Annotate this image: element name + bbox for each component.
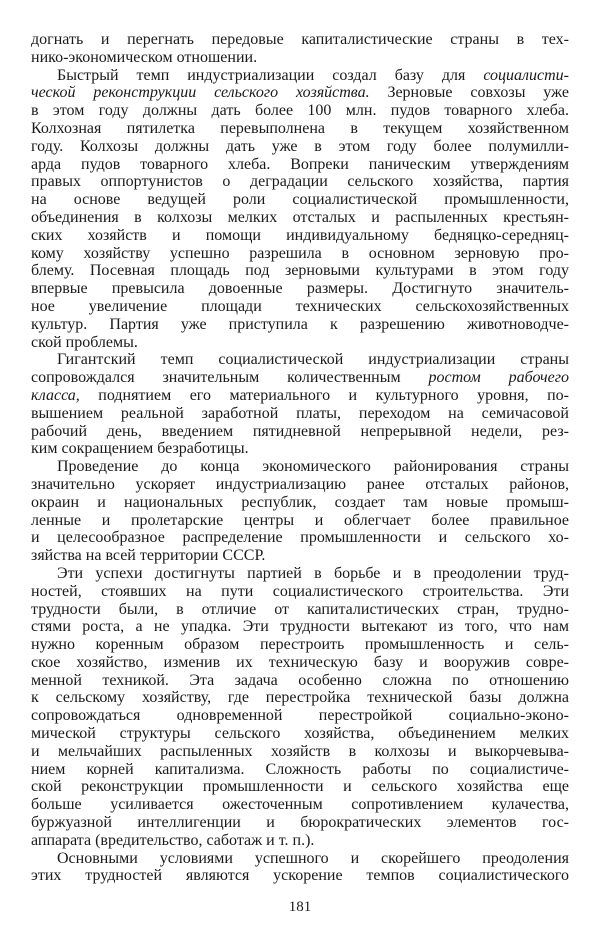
text-line: ское хозяйство, изменив их техническую базу и вооружив совре- [31, 653, 569, 671]
text-segment: Зерновые совхозы уже [369, 84, 569, 102]
text-line: нием корней капитализма. Сложность работы по социалистиче- [31, 760, 569, 778]
text-line: мической структуры сельского хозяйства, объединением мелких [31, 725, 569, 743]
page-body-text [31, 31, 569, 885]
text-line: значительно ускоряет индустриализацию ранее отсталых районов, [31, 475, 569, 493]
italic-emphasis: ческой реконструкции сельского хозяйства. [31, 84, 370, 102]
text-line: больше усиливается ожесточенным сопротивлением кулачества, [31, 796, 569, 814]
text-line: и целесообразное распределение промышленности и сельского хо- [31, 529, 569, 547]
text-line: объединения в колхозы мелких отсталых и распыленных крестьян- [31, 208, 569, 226]
text-line: нико-экономическом отношении. [31, 48, 258, 66]
text-line: догнать и перегнать передовые капиталистические страны в тех- [31, 31, 569, 48]
italic-emphasis: ростом рабочего [428, 369, 570, 387]
text-line: трудности были, в отличие от капиталистических стран, трудно- [31, 600, 569, 618]
text-line: сопровождаться одновременной перестройкой социально-эконо- [31, 707, 569, 725]
text-line: Основными условиями успешного и скорейшего преодоления [57, 849, 569, 867]
text-line [31, 387, 569, 405]
text-line: ленные и пролетарские центры и облегчает более правильное [31, 511, 569, 529]
text-line: этих трудностей являются ускорение темпов социалистического [31, 867, 569, 885]
text-line: рабочий день, введением пятидневной непрерывной недели, рез- [31, 422, 569, 440]
text-line: Эти успехи достигнуты партией в борьбе и в преодолении труд- [57, 564, 569, 582]
text-line: впервые превысила довоенные размеры. Достигнуто значитель- [31, 280, 569, 298]
text-line: ностей, стоявших на пути социалистического строительства. Эти [31, 582, 569, 600]
italic-emphasis: социалисти- [483, 66, 569, 84]
text-line: в этом году должны дать более 100 млн. пудов товарного хлеба. [31, 102, 569, 120]
text-line: Гигантский темп социалистической индустриализации страны [57, 351, 569, 369]
text-line: нужно коренным образом перестроить промышленность и сель- [31, 636, 569, 654]
text-line: культур. Партия уже приступила к разрешению животноводче- [31, 315, 569, 333]
text-line: Проведение до конца экономического районирования страны [57, 458, 569, 476]
text-line: вышением реальной заработной платы, переходом на семичасовой [31, 404, 569, 422]
text-line: блему. Посевная площадь под зерновыми культурами в этом году [31, 262, 569, 280]
text-segment: Быстрый темп индустриализации создал базу для [57, 66, 484, 84]
text-line: и мельчайших распыленных хозяйств в колхозы и выкорчевыва- [31, 742, 569, 760]
text-line: окраин и национальных республик, создает там новые промыш- [31, 493, 569, 511]
text-line: стями роста, а не упадка. Эти трудности вытекают из того, что нам [31, 618, 569, 636]
text-line [31, 369, 569, 387]
text-line: ской реконструкции промышленности и сельского хозяйства еще [31, 778, 569, 796]
paragraph [31, 850, 569, 886]
text-segment: сопровождался значительным количественным [31, 369, 429, 387]
text-line: буржуазной интеллигенции и бюрократических элементов гос- [31, 814, 569, 832]
text-line: кому хозяйству успешно разрешила в основном зерновую про- [31, 244, 569, 262]
text-line: менной техникой. Эта задача особенно сложна по отношению [31, 671, 569, 689]
paragraph [31, 458, 569, 565]
paragraph [31, 351, 569, 458]
text-line [31, 67, 569, 85]
text-line: арда пудов товарного хлеба. Вопреки паническим утверждениям [31, 155, 569, 173]
text-line: ских хозяйств и помощи индивидуальному бедняцко-середняц- [31, 226, 569, 244]
text-line: ное увеличение площади технических сельскохозяйственных [31, 297, 569, 315]
text-line: году. Колхозы должны дать уже в этом году более полумилли- [31, 137, 569, 155]
text-line: аппарата (вредительство, саботаж и т. п.). [31, 831, 315, 849]
text-line: ской проблемы. [31, 333, 138, 351]
italic-emphasis: класса, [31, 386, 80, 404]
text-line: Колхозная пятилетка перевыполнена в текущем хозяйственном [31, 119, 569, 137]
text-line: правых оппортунистов о деградации сельского хозяйства, партия [31, 173, 569, 191]
text-line: зяйства на всей территории СССР. [31, 547, 266, 565]
text-line [31, 84, 569, 102]
paragraph [31, 565, 569, 850]
text-line: на основе ведущей роли социалистической промышленности, [31, 191, 569, 209]
paragraph [31, 67, 569, 352]
text-line: ким сокращением безработицы. [31, 440, 249, 458]
page-number: 181 [288, 899, 312, 915]
paragraph [31, 31, 569, 67]
text-segment: поднятием его материального и культурного уровня, по- [79, 386, 569, 404]
text-line: к сельскому хозяйству, где перестройка технической базы должна [31, 689, 569, 707]
